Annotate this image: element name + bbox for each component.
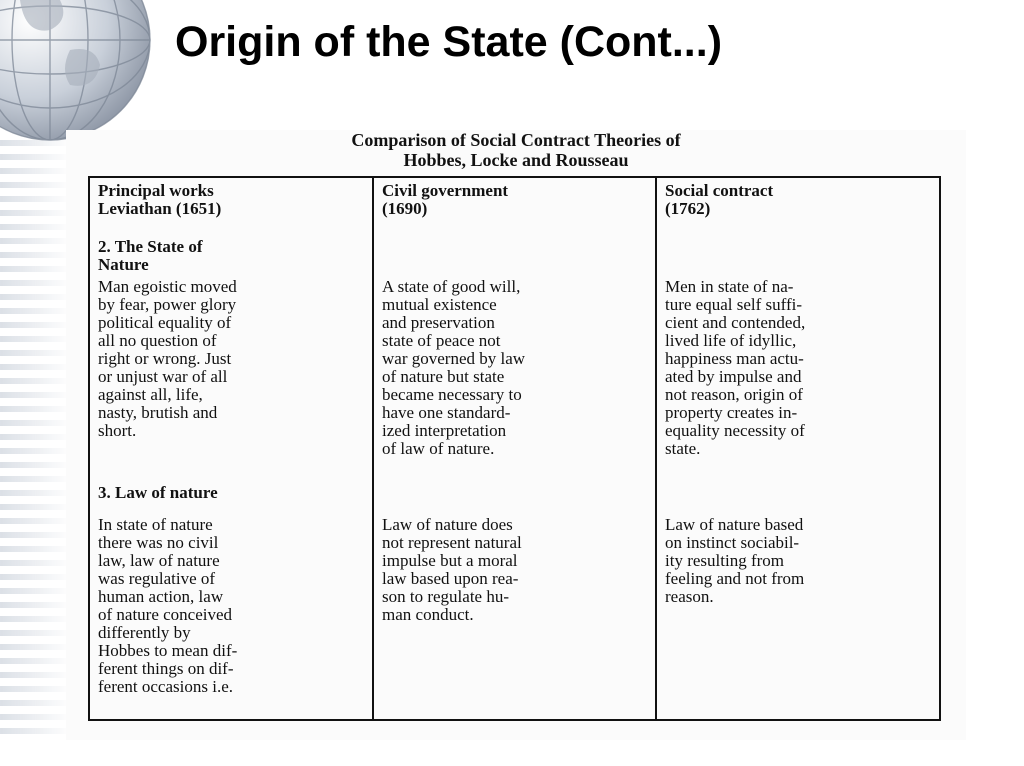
locke-state-of-nature: A state of good will, mutual existence and preservation state of peace not war governed by law of nature but state became necessary to have one standard- ized interpretation of law of nature. [382, 277, 526, 458]
hobbes-law-of-nature: In state of nature there was no civil law, law of nature was regulative of human action, law of nature conceived differently by Hobbes to mean dif- ferent things on dif- ferent occasions i.e. [98, 515, 238, 696]
table-heading-line-1: Comparison of Social Contract Theories of [351, 130, 681, 150]
rousseau-state-of-nature: Men in state of na- ture equal self suffi- cient and contended, lived life of idyllic, happiness man actu- ated by impulse and not reason, origin of property creates in- equality necessity of state. [665, 277, 806, 458]
decorative-stripes [0, 140, 72, 740]
hobbes-state-of-nature: Man egoistic moved by fear, power glory political equality of all no question of right or wrong. Just or unjust war of all against all, life, nasty, brutish and short. [98, 277, 237, 440]
comparison-table [88, 176, 941, 721]
column-rousseau [655, 178, 939, 719]
scanned-table-image [66, 130, 966, 740]
slide-title: Origin of the State (Cont...) [175, 18, 723, 66]
rousseau-law-of-nature: Law of nature based on instinct sociabil- ity resulting from feeling and not from reason. [665, 515, 805, 606]
locke-law-of-nature: Law of nature does not represent natural impulse but a moral law based upon rea- son to regulate hu- man conduct. [382, 515, 522, 624]
state-of-nature-heading: 2. The State of Nature [98, 237, 203, 274]
rousseau-work: Social contract (1762) [665, 181, 774, 218]
table-heading [66, 130, 966, 170]
globe-icon [0, 0, 160, 150]
law-of-nature-heading: 3. Law of nature [98, 483, 218, 502]
locke-work: Civil government (1690) [382, 181, 509, 218]
table-heading-line-2: Hobbes, Locke and Rousseau [403, 150, 629, 170]
column-locke [372, 178, 655, 719]
hobbes-work: Principal works Leviathan (1651) [98, 181, 222, 218]
column-hobbes [90, 178, 372, 719]
